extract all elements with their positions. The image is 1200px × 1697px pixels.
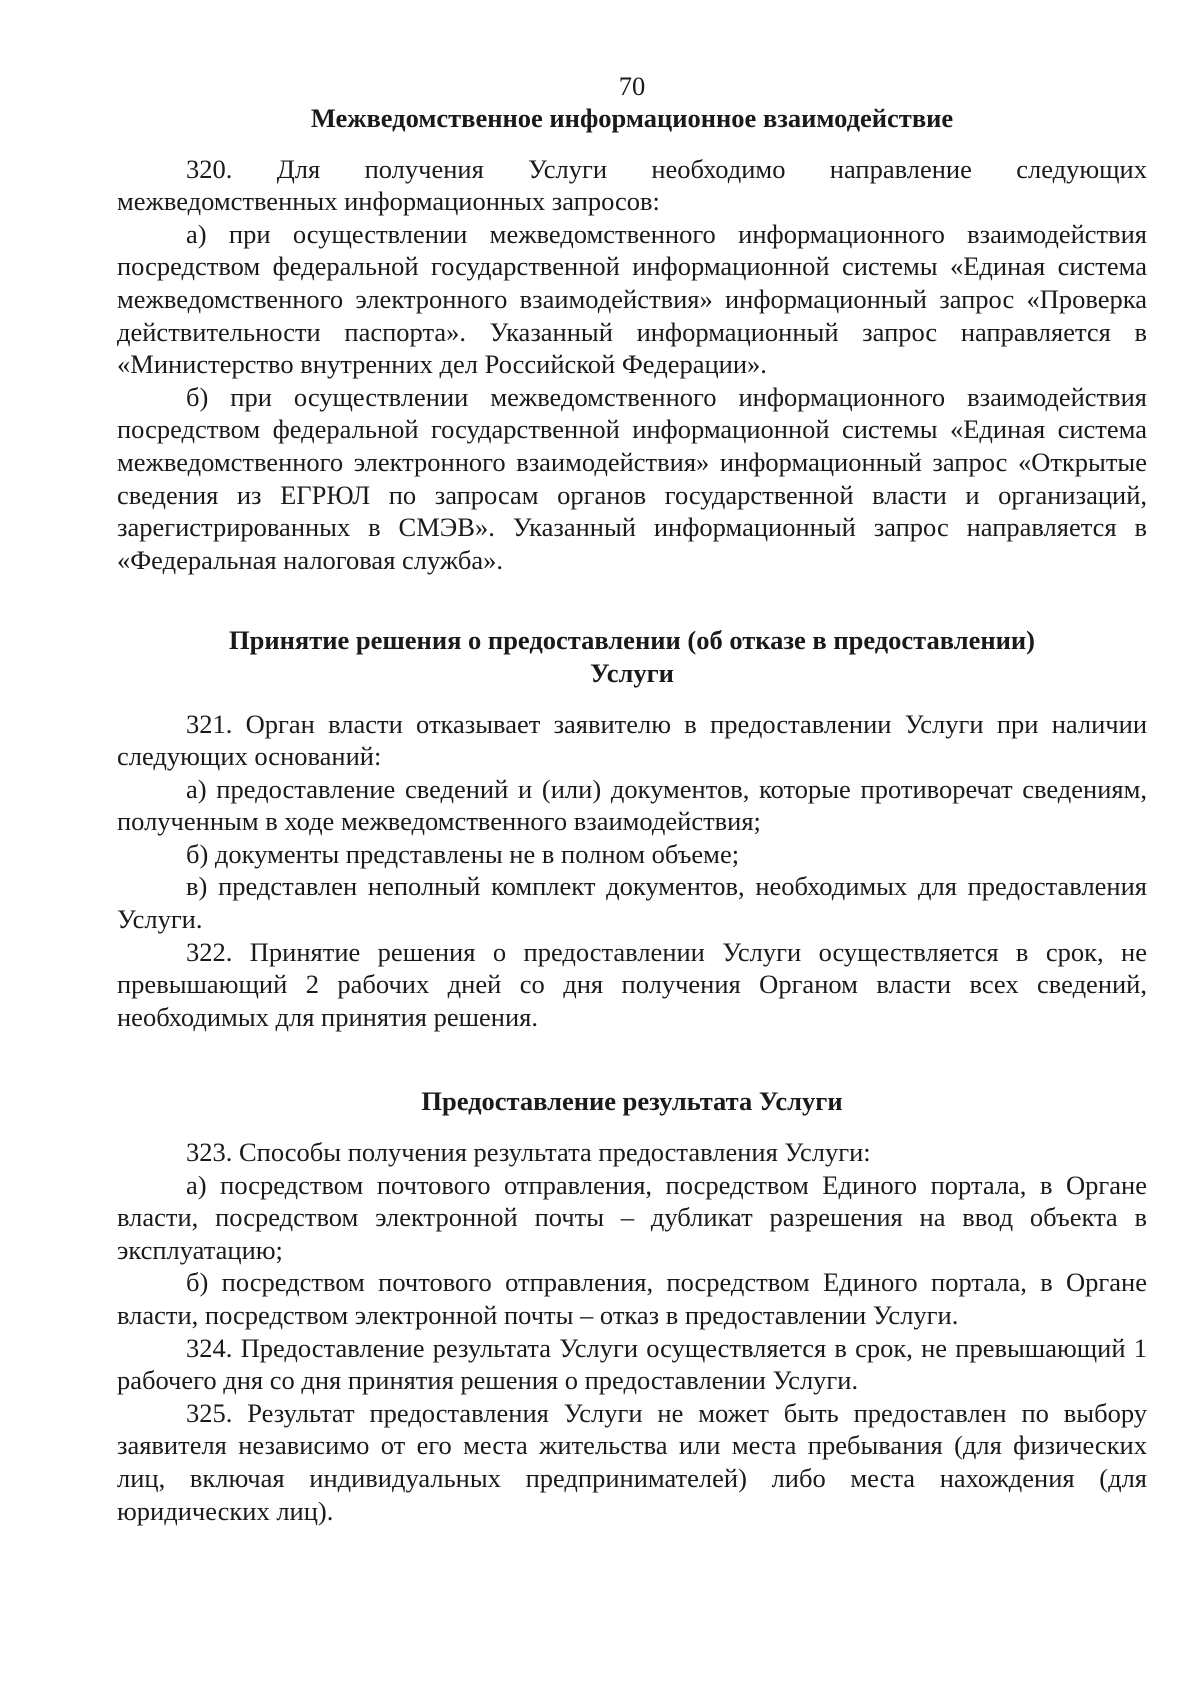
paragraph-320-b: б) при осуществлении межведомственного информационного взаимодействия посредством федеральной государственной информационной системы «Единая система межведомственного электронного взаимодействия» информационный запрос «Открытые сведения из ЕГРЮЛ по запросам органов государственной власти и организаций, зарегистрированных в СМЭВ». Указанный информационный запрос направляется в «Федеральная налоговая служба». (117, 381, 1147, 575)
paragraph-323: 323. Способы получения результата предоставления Услуги: (186, 1137, 871, 1168)
paragraph-323-a: а) посредством почтового отправления, посредством Единого портала, в Органе власти, посредством электронной почты – дубликат разрешения на ввод объекта в эксплуатацию; (117, 1169, 1147, 1265)
paragraph-323-b: б) посредством почтового отправления, посредством Единого портала, в Органе власти, посредством электронной почты – отказ в предоставлении Услуги. (117, 1267, 1147, 1330)
paragraph-322: 322. Принятие решения о предоставлении Услуги осуществляется в срок, не превышающий 2 рабочих дней со дня получения Органом власти всех сведений, необходимых для принятия решения. (117, 936, 1147, 1032)
paragraph-324: 324. Предоставление результата Услуги осуществляется в срок, не превышающий 1 рабочего дня со дня принятия решения о предоставлении Услуги. (117, 1332, 1147, 1396)
section-heading-decision (117, 624, 1147, 689)
paragraph-320: 320. Для получения Услуги необходимо направление следующих межведомственных информационных запросов: (117, 153, 1147, 217)
document-page (117, 70, 1147, 1527)
section-heading-interagency: Межведомственное информационное взаимодействие (310, 103, 954, 133)
paragraph-321: 321. Орган власти отказывает заявителю в предоставлении Услуги при наличии следующих оснований: (117, 708, 1147, 772)
paragraph-321-v: в) представлен неполный комплект документов, необходимых для предоставления Услуги. (117, 871, 1147, 935)
paragraph-325: 325. Результат предоставления Услуги не может быть предоставлен по выбору заявителя независимо от его места жительства или места пребывания (для физических лиц, включая индивидуальных предпринимателей) либо места нахождения (для юридических лиц). (117, 1397, 1147, 1526)
paragraph-320-a: а) при осуществлении межведомственного информационного взаимодействия посредством федеральной государственной информационной системы «Единая система межведомственного электронного взаимодействия» информационный запрос «Проверка действительности паспорта». Указанный информационный запрос направляется в «Министерство внутренних дел Российской Федерации». (117, 218, 1147, 380)
page-number: 70 (618, 71, 646, 101)
section-heading-result: Предоставление результата Услуги (421, 1086, 843, 1117)
section-heading-decision-line2: Услуги (590, 657, 674, 688)
paragraph-321-b: б) документы представлены не в полном объеме; (186, 838, 740, 869)
paragraph-321-a: а) предоставление сведений и (или) документов, которые противоречат сведениям, полученным в ходе межведомственного взаимодействия; (117, 773, 1147, 837)
section-heading-decision-line1: Принятие решения о предоставлении (об отказе в предоставлении) (229, 625, 1035, 656)
